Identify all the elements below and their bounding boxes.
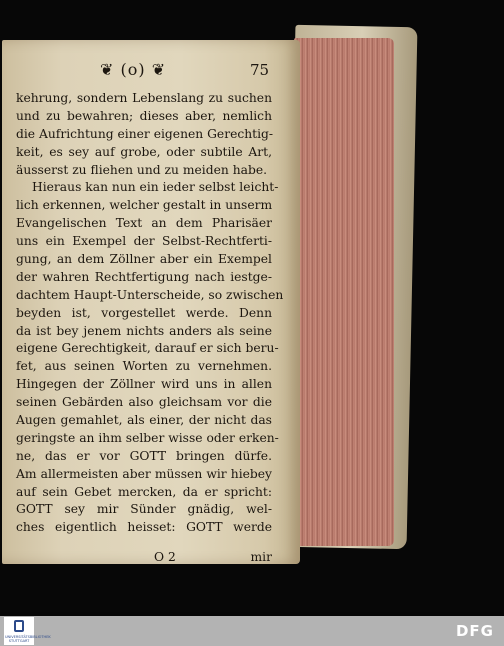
header-ornament: ❦ (o) ❦ <box>100 60 167 79</box>
page-text <box>16 90 284 537</box>
library-logo[interactable] <box>4 617 51 645</box>
page-header <box>100 60 278 80</box>
text-line: äusserst zu fliehen und zu meiden habe. <box>16 162 268 177</box>
text-line: Augen gemahlet, als einer, der nicht das <box>16 413 272 428</box>
text-line: und zu bewahren; dieses aber, nemlich <box>16 108 272 123</box>
text-line: die Aufrichtung einer eigenen Gerechtig- <box>16 126 274 141</box>
text-line: ches eigentlich heisset: GOTT werde <box>16 520 272 535</box>
page-edges <box>294 38 394 546</box>
text-line: Hieraus kan nun ein ieder selbst leicht- <box>32 180 279 195</box>
text-line: kehrung, sondern Lebenslang zu suchen <box>16 91 272 105</box>
text-line: auf sein Gebet mercken, da er spricht: <box>16 484 272 499</box>
signature-mark: O 2 <box>154 550 176 564</box>
text-line: der wahren Rechtfertigung nach iestge- <box>16 269 272 284</box>
text-line: seinen Gebärden also gleichsam vor die <box>16 395 272 410</box>
book-page <box>2 40 300 564</box>
dfg-logo[interactable]: DFG <box>455 622 494 640</box>
text-line: gung, an dem Zöllner aber ein Exempel <box>16 252 272 267</box>
text-line: Hingegen der Zöllner wird uns in allen <box>16 377 272 392</box>
text-line: geringste an ihm selber wisse oder erken- <box>16 430 279 445</box>
text-line: lich erkennen, welcher gestalt in unserm <box>16 198 273 213</box>
text-line: keit, es sey auf grobe, oder subtile Art, <box>16 144 272 159</box>
text-line: da ist bey jenem nichts anders als seine <box>16 323 272 338</box>
catchword: mir <box>250 550 272 564</box>
text-line: fet, aus seinen Worten zu vernehmen. <box>16 359 272 374</box>
page-number: 75 <box>250 61 270 79</box>
text-line: uns ein Exempel der Selbst-Rechtferti- <box>16 234 272 249</box>
library-logo-icon <box>14 620 24 632</box>
text-line: Am allermeisten aber müssen wir hiebey <box>16 466 272 481</box>
page-footer <box>16 550 272 566</box>
text-line: GOTT sey mir Sünder gnädig, wel- <box>16 502 272 517</box>
text-line: eigene Gerechtigkeit, darauf er sich beru- <box>16 341 279 356</box>
library-logo-text: UNIVERSITÄTSBIBLIOTHEK STUTTGART <box>5 635 51 643</box>
text-line: beyden ist, vorgestellet werde. Denn <box>16 305 272 320</box>
text-line: Evangelischen Text an dem Pharisäer <box>16 216 272 231</box>
viewer-footer-bar <box>0 616 504 646</box>
text-line: ne, das er vor GOTT bringen dürfe. <box>16 448 272 463</box>
text-line: dachtem Haupt-Unterscheide, so zwischen <box>16 287 284 302</box>
